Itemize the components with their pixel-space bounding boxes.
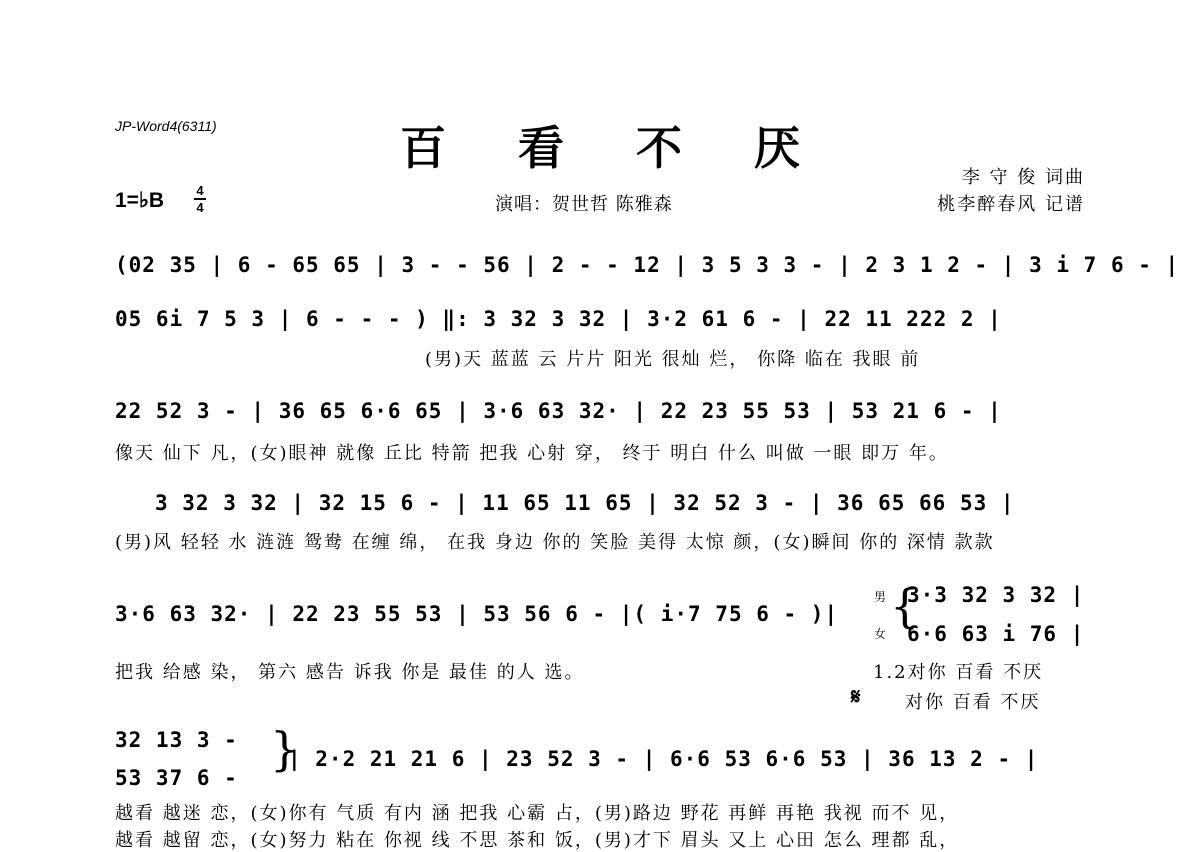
notation-line-3: 22 52 3 - | 36 65 6·6 65 | 3·6 63 32· | 22 23 55 53 | 53 21 6 - | [115,399,1002,423]
notation-line-5: 3·6 63 32· | 22 23 55 53 | 53 56 6 - |( i·7 75 6 - )| [115,602,839,626]
split-bottom-notes: 53 37 6 - [115,766,238,790]
time-signature-bottom: 4 [196,200,204,215]
time-signature [194,184,206,214]
split-top-notes: 32 13 3 - [115,728,238,752]
male-part-notes: 3·3 32 3 32 | [907,583,1085,607]
notation-line-6: | 2·2 21 21 6 | 23 52 3 - | 6·6 53 6·6 53 | 36 13 2 - | [288,747,1039,771]
notation-line-4: 3 32 3 32 | 32 15 6 - | 11 65 11 65 | 32 52 3 - | 36 65 66 53 | [155,491,1015,515]
repeat-lyric-1: 1.2对你 百看 不厌 [873,662,1044,683]
transcriber-credit: 桃李醉春风 记谱 [937,194,1085,215]
time-signature-top: 4 [196,183,204,198]
lyricist-credit: 李 守 俊 词曲 [961,167,1085,188]
singer-credit: 演唱：贺世哲 陈雅森 [495,194,673,215]
split-brace: } [270,722,300,776]
software-label: JP-Word4(6311) [115,118,217,134]
lyric-line-5: 越看 越迷 恋，(女)你有 气质 有内 涵 把我 心霸 占，(男)路边 野花 再鲜 再艳 我视 而不 见， [115,803,960,824]
segno-symbol: 𝄋 [851,684,861,710]
notation-line-2: 05 6i 7 5 3 | 6 - - - ) ‖: 3 32 3 32 | 3·2 61 6 - | 22 11 222 2 | [115,307,1002,331]
part-brace: { [890,579,920,633]
female-part-notes: 6·6 63 i 76 | [907,622,1085,646]
lyric-line-2: 像天 仙下 凡，(女)眼神 就像 丘比 特箭 把我 心射 穿， 终于 明白 什么 叫做 一眼 即万 年。 [115,443,949,464]
female-part-label: 女 [874,627,887,641]
lyric-line-1: (男)天 蓝蓝 云 片片 阳光 很灿 烂， 你降 临在 我眼 前 [425,349,921,370]
repeat-lyric-2: 对你 百看 不厌 [905,692,1041,713]
lyric-line-6: 越看 越留 恋，(女)努力 粘在 你视 线 不思 茶和 饭，(男)才下 眉头 又上 心田 怎么 理都 乱， [115,830,960,851]
male-part-label: 男 [874,590,887,604]
key-signature: 1=♭B [115,189,165,212]
notation-line-1: (02 35 | 6 - 65 65 | 3 - - 56 | 2 - - 12 | 3 5 3 3 - | 2 3 1 2 - | 3 i 7 6 - | [115,253,1180,277]
lyric-line-4: 把我 给感 染， 第六 感告 诉我 你是 最佳 的人 选。 [115,662,585,683]
song-title: 百 看 不 厌 [399,121,829,175]
lyric-line-3: (男)风 轻轻 水 涟涟 鸳鸯 在缠 绵， 在我 身边 你的 笑脸 美得 太惊 颜，(女)瞬间 你的 深情 款款 [115,532,995,553]
